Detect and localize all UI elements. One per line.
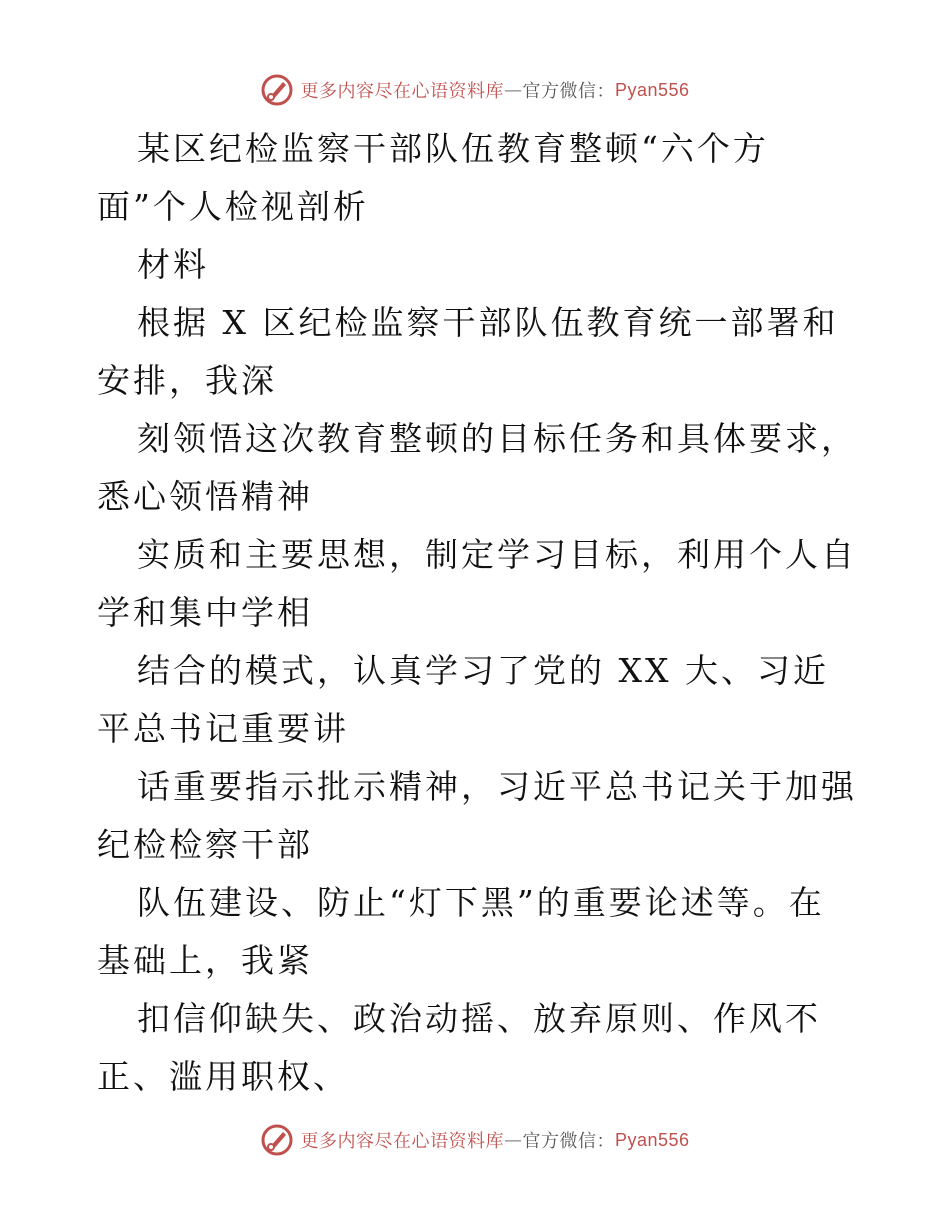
watermark-separator: — (503, 79, 523, 101)
paragraph-1: 某区纪检监察干部队伍教育整顿“六个方面”个人检视剖析 (97, 129, 769, 226)
watermark-label: 官方微信： (522, 81, 615, 102)
document-body (97, 120, 857, 1106)
paragraph-8: 队伍建设、防止“灯下黑”的重要论述等。在基础上，我紧 (97, 883, 825, 980)
paragraph-6: 结合的模式，认真学习了党的 XX 大、习近平总书记重要讲 (97, 651, 829, 748)
logo-icon (260, 73, 294, 107)
logo-icon (260, 1123, 294, 1157)
paragraph-9: 扣信仰缺失、政治动摇、放弃原则、作风不正、滥用职权、 (97, 999, 821, 1096)
paragraph-2: 材料 (137, 245, 209, 284)
paragraph-3: 根据 X 区纪检监察干部队伍教育统一部署和安排，我深 (97, 303, 839, 400)
footer-watermark (0, 1120, 950, 1160)
watermark-id: Pyan556 (614, 1129, 690, 1150)
watermark-separator: — (503, 1129, 523, 1151)
paragraph-5: 实质和主要思想，制定学习目标，利用个人自学和集中学相 (97, 535, 857, 632)
watermark-label: 官方微信： (522, 1131, 615, 1152)
paragraph-7: 话重要指示批示精神，习近平总书记关于加强纪检检察干部 (97, 767, 857, 864)
watermark-brand: 更多内容尽在心语资料库 (300, 81, 504, 102)
header-watermark (0, 70, 950, 110)
paragraph-4: 刻领悟这次教育整顿的目标任务和具体要求，悉心领悟精神 (97, 419, 857, 516)
watermark-brand: 更多内容尽在心语资料库 (300, 1131, 504, 1152)
watermark-id: Pyan556 (614, 79, 690, 100)
